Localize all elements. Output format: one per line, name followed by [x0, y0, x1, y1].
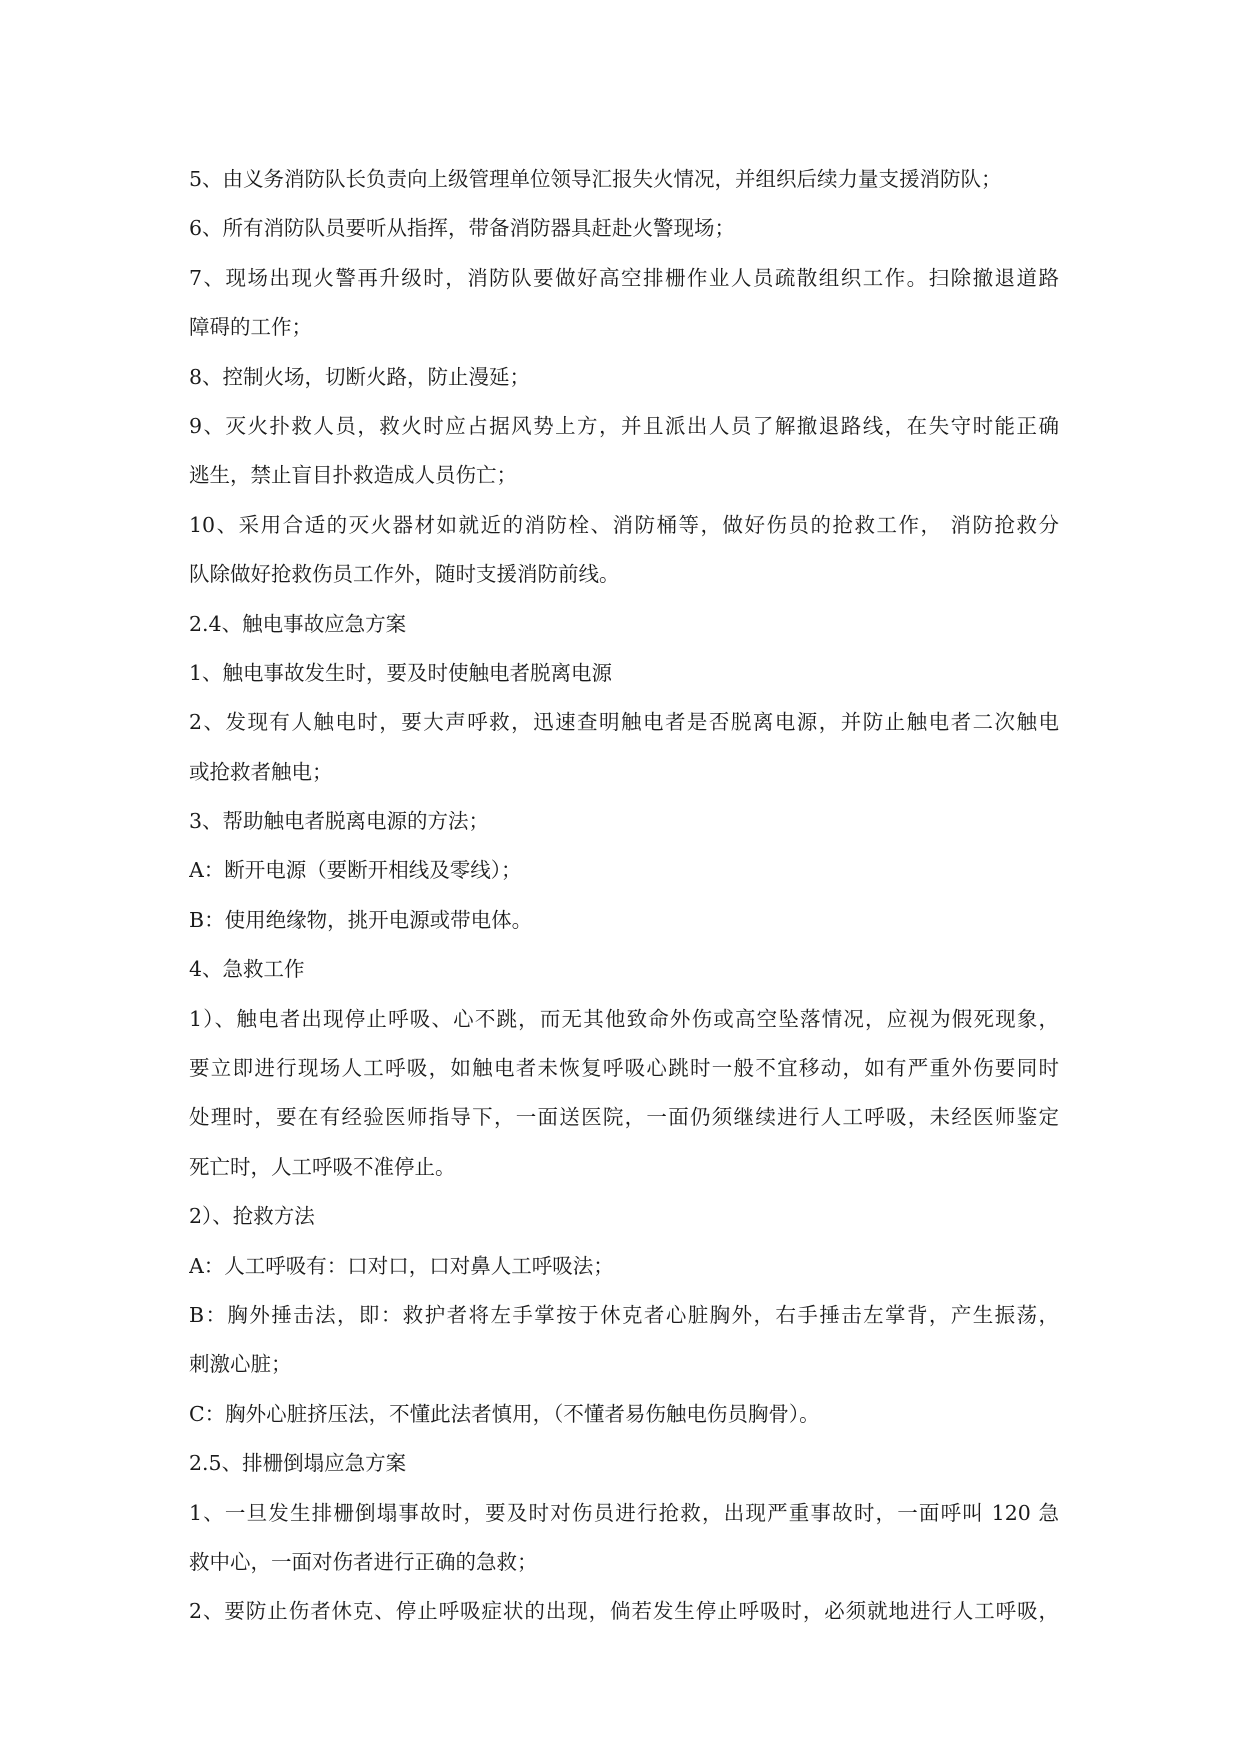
- text-line: 逃生，禁止盲目扑救造成人员伤亡；: [189, 463, 517, 488]
- text-line: 死亡时，人工呼吸不准停止。: [189, 1154, 456, 1179]
- text-line: 1、触电事故发生时，要及时使触电者脱离电源: [189, 660, 613, 685]
- document-body: [189, 155, 1059, 1637]
- text-line: C：胸外心脏挤压法，不懂此法者慎用，（不懂者易伤触电伤员胸骨）。: [189, 1401, 820, 1426]
- text-line: 8、控制火场，切断火路，防止漫延；: [189, 364, 531, 389]
- text-line: 救中心，一面对伤者进行正确的急救；: [189, 1549, 538, 1574]
- text-line: 9、灭火扑救人员，救火时应占据风势上方，并且派出人员了解撤退路线，在失守时能正确: [189, 413, 1059, 438]
- text-line: 刺激心脏；: [189, 1352, 292, 1377]
- text-line: A：断开电源（要断开相线及零线）；: [189, 858, 522, 883]
- text-line: 要立即进行现场人工呼吸，如触电者未恢复呼吸心跳时一般不宜移动，如有严重外伤要同时: [189, 1056, 1059, 1081]
- text-line: 2.5、排栅倒塌应急方案: [189, 1451, 407, 1476]
- text-line: 5、由义务消防队长负责向上级管理单位领导汇报失火情况，并组织后续力量支援消防队；: [189, 167, 1002, 191]
- text-line: 4、急救工作: [189, 957, 305, 982]
- text-line: 处理时，要在有经验医师指导下，一面送医院，一面仍须继续进行人工呼吸，未经医师鉴定: [189, 1105, 1059, 1130]
- text-line: 障碍的工作；: [189, 315, 312, 340]
- text-line: 2.4、触电事故应急方案: [189, 611, 407, 636]
- text-line: 3、帮助触电者脱离电源的方法；: [189, 809, 490, 834]
- text-line: 6、所有消防队员要听从指挥，带备消防器具赶赴火警现场；: [189, 216, 736, 241]
- text-line: 2）、抢救方法: [189, 1204, 315, 1229]
- text-line: 队除做好抢救伤员工作外，随时支援消防前线。: [189, 562, 620, 587]
- text-line: 2、发现有人触电时，要大声呼救，迅速查明触电者是否脱离电源，并防止触电者二次触电: [189, 710, 1059, 735]
- text-line: 7、现场出现火警再升级时，消防队要做好高空排栅作业人员疏散组织工作。扫除撤退道路: [189, 265, 1059, 290]
- text-line: B：使用绝缘物，挑开电源或带电体。: [189, 907, 533, 932]
- text-line: 1）、触电者出现停止呼吸、心不跳，而无其他致命外伤或高空坠落情况，应视为假死现象，: [189, 1006, 1059, 1031]
- text-line: B：胸外捶击法，即：救护者将左手掌按于休克者心脏胸外，右手捶击左掌背，产生振荡，: [189, 1302, 1059, 1327]
- text-line: 或抢救者触电；: [189, 759, 333, 784]
- text-line: 2、要防止伤者休克、停止呼吸症状的出现，倘若发生停止呼吸时，必须就地进行人工呼吸，: [189, 1599, 1059, 1624]
- text-line: 10、采用合适的灭火器材如就近的消防栓、消防桶等，做好伤员的抢救工作， 消防抢救分: [189, 512, 1059, 537]
- text-line: 1、一旦发生排栅倒塌事故时，要及时对伤员进行抢救，出现严重事故时，一面呼叫 120 急: [189, 1500, 1059, 1525]
- text-line: A：人工呼吸有：口对口，口对鼻人工呼吸法；: [189, 1253, 614, 1278]
